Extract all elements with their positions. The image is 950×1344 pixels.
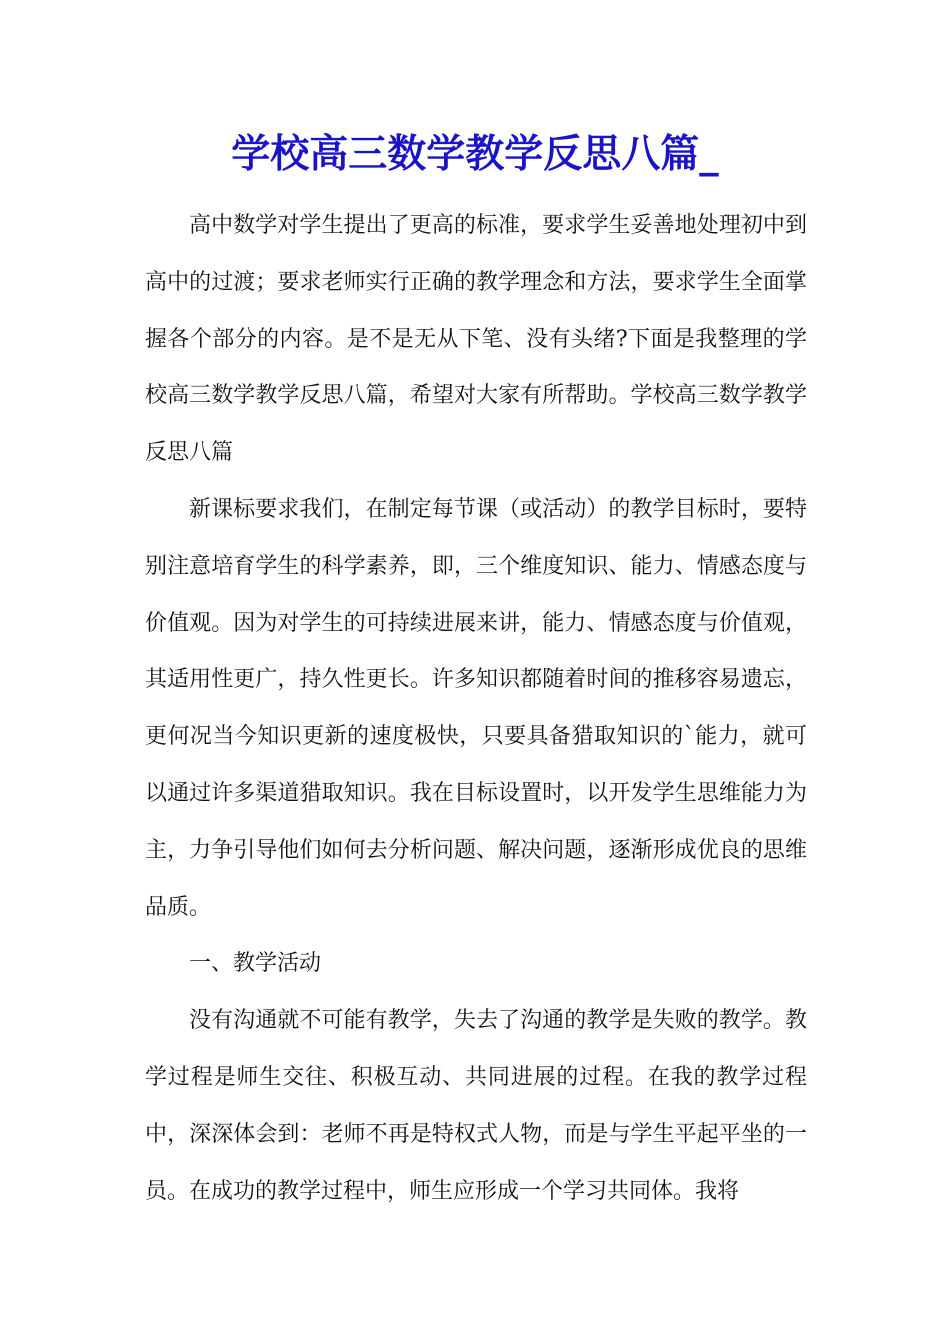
- paragraph-objectives: 新课标要求我们，在制定每节课（或活动）的教学目标时，要特别注意培育学生的科学素养，即，三个维度知识、能力、情感态度与价值观。因为对学生的可持续进展来讲，能力、情感态度与价值观，其适用性更广，持久性更长。许多知识都随着时间的推移容易遗忘，更何况当今知识更新的速度极快，只要具备猎取知识的`能力，就可以通过许多渠道猎取知识。我在目标设置时，以开发学生思维能力为主，力争引导他们如何去分析问题、解决问题，逐渐形成优良的思维品质。: [145, 496, 807, 920]
- paragraph-intro: 高中数学对学生提出了更高的标准，要求学生妥善地处理初中到高中的过渡；要求老师实行正确的教学理念和方法，要求学生全面掌握各个部分的内容。是不是无从下笔、没有头绪?下面是我整理的学校高三数学教学反思八篇，希望对大家有所帮助。学校高三数学教学反思八篇: [145, 213, 807, 466]
- document-body: [145, 198, 807, 1220]
- document-title: 学校高三数学教学反思八篇_: [231, 131, 719, 177]
- paragraph-communication: 没有沟通就不可能有教学，失去了沟通的教学是失败的教学。教学过程是师生交往、积极互动、共同进展的过程。在我的教学过程中，深深体会到：老师不再是特权式人物，而是与学生平起平坐的一员。在成功的教学过程中，师生应形成一个学习共同体。我将: [145, 1008, 807, 1204]
- section-heading-teaching-activities: 一、教学活动: [189, 951, 322, 977]
